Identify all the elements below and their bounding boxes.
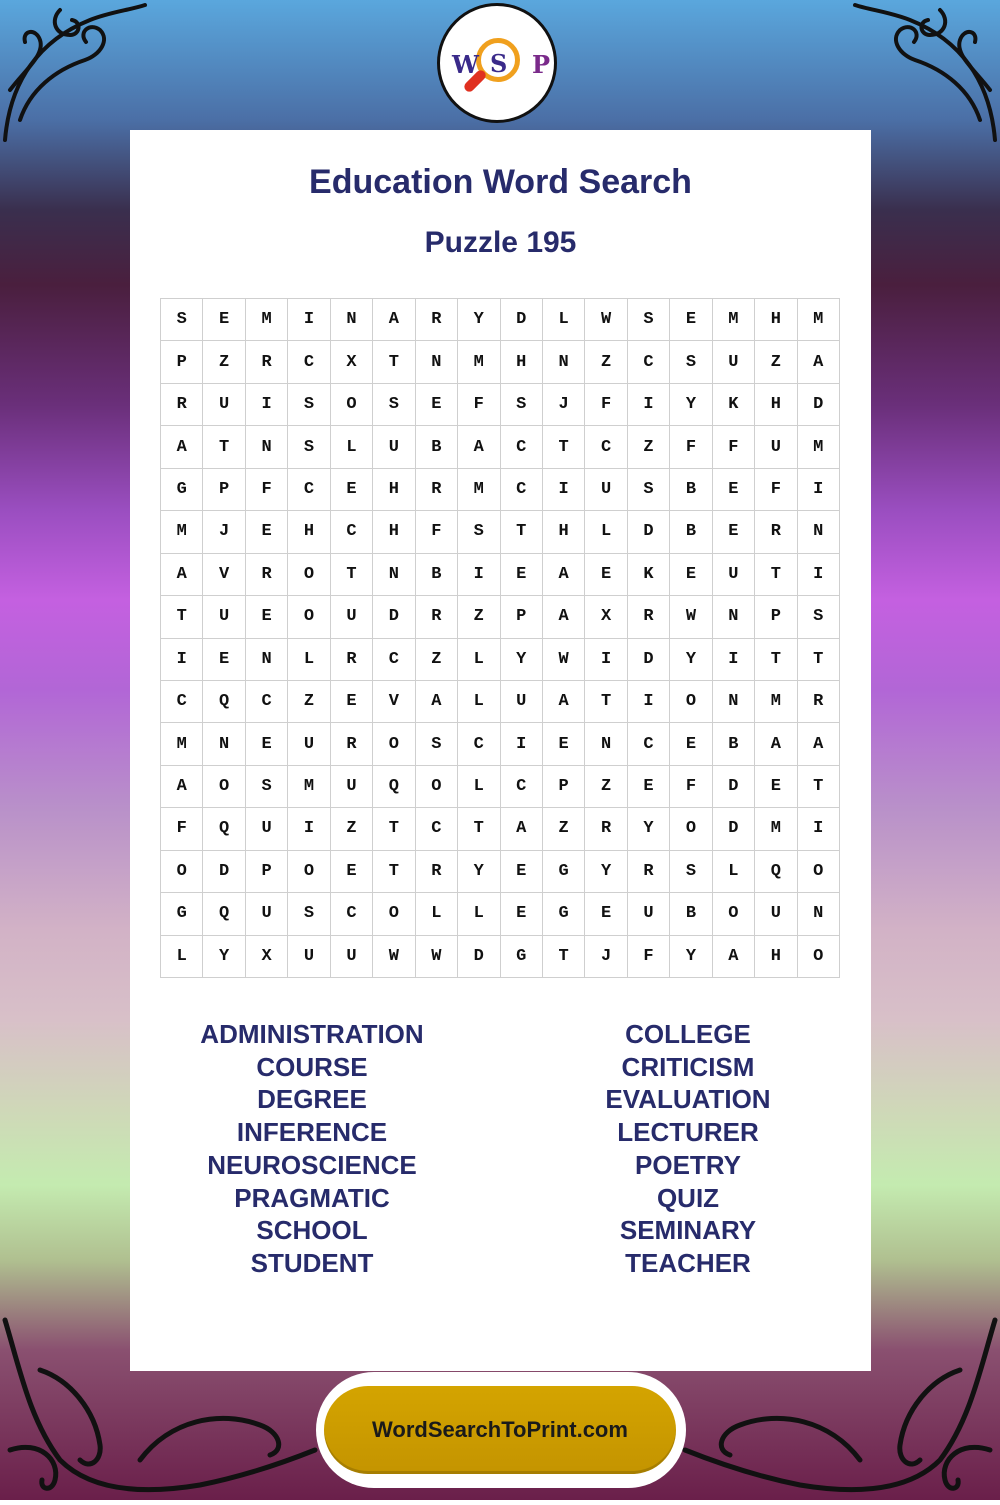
grid-cell: O <box>713 893 755 935</box>
grid-cell: U <box>755 426 797 468</box>
grid-cell: Z <box>331 808 373 850</box>
grid-cell: X <box>331 341 373 383</box>
grid-cell: C <box>331 893 373 935</box>
grid-cell: H <box>543 511 585 553</box>
grid-cell: M <box>755 808 797 850</box>
grid-cell: Z <box>543 808 585 850</box>
grid-cell: I <box>246 384 288 426</box>
grid-cell: D <box>713 766 755 808</box>
grid-cell: N <box>246 639 288 681</box>
grid-cell: N <box>331 299 373 341</box>
grid-cell: F <box>670 766 712 808</box>
grid-cell: I <box>798 469 840 511</box>
word-list-left <box>162 1018 462 1280</box>
grid-cell: R <box>755 511 797 553</box>
grid-cell: A <box>416 681 458 723</box>
grid-cell: R <box>416 596 458 638</box>
word-list-item: SEMINARY <box>619 1215 757 1246</box>
grid-cell: D <box>628 639 670 681</box>
grid-cell: G <box>543 851 585 893</box>
grid-cell: X <box>246 936 288 978</box>
grid-cell: X <box>585 596 627 638</box>
grid-cell: B <box>416 554 458 596</box>
grid-cell: U <box>713 341 755 383</box>
grid-cell: A <box>798 723 840 765</box>
word-list-right <box>538 1018 838 1280</box>
grid-cell: V <box>203 554 245 596</box>
grid-cell: T <box>373 341 415 383</box>
grid-cell: Q <box>203 808 245 850</box>
grid-cell: O <box>288 554 330 596</box>
grid-cell: C <box>161 681 203 723</box>
grid-cell: R <box>585 808 627 850</box>
grid-cell: E <box>331 851 373 893</box>
grid-cell: I <box>798 554 840 596</box>
grid-cell: D <box>501 299 543 341</box>
word-list-item: TEACHER <box>625 1247 751 1278</box>
grid-cell: P <box>161 341 203 383</box>
grid-cell: C <box>246 681 288 723</box>
grid-cell: L <box>458 766 500 808</box>
grid-cell: C <box>628 723 670 765</box>
grid-cell: F <box>755 469 797 511</box>
grid-cell: J <box>203 511 245 553</box>
grid-cell: V <box>373 681 415 723</box>
grid-cell: E <box>501 851 543 893</box>
grid-cell: E <box>713 511 755 553</box>
grid-cell: L <box>161 936 203 978</box>
grid-cell: Z <box>628 426 670 468</box>
puzzle-number: Puzzle 195 <box>424 226 577 259</box>
grid-cell: Y <box>670 936 712 978</box>
grid-cell: B <box>416 426 458 468</box>
grid-cell: A <box>373 299 415 341</box>
grid-cell: N <box>798 511 840 553</box>
grid-cell: O <box>373 893 415 935</box>
grid-cell: D <box>628 511 670 553</box>
grid-cell: R <box>798 681 840 723</box>
grid-cell: S <box>161 299 203 341</box>
grid-cell: E <box>585 554 627 596</box>
grid-cell: N <box>798 893 840 935</box>
grid-cell: D <box>203 851 245 893</box>
grid-cell: H <box>373 511 415 553</box>
grid-cell: F <box>670 426 712 468</box>
grid-cell: S <box>670 341 712 383</box>
grid-cell: O <box>670 681 712 723</box>
grid-cell: W <box>670 596 712 638</box>
grid-cell: T <box>585 681 627 723</box>
grid-cell: S <box>373 384 415 426</box>
grid-cell: H <box>373 469 415 511</box>
grid-cell: L <box>458 639 500 681</box>
grid-cell: W <box>416 936 458 978</box>
word-list-item: CRITICISM <box>621 1051 755 1082</box>
grid-cell: E <box>246 723 288 765</box>
grid-cell: A <box>458 426 500 468</box>
grid-cell: I <box>628 681 670 723</box>
grid-cell: D <box>798 384 840 426</box>
grid-cell: E <box>246 596 288 638</box>
grid-cell: G <box>161 469 203 511</box>
grid-cell: W <box>373 936 415 978</box>
grid-cell: I <box>543 469 585 511</box>
grid-cell: T <box>161 596 203 638</box>
grid-cell: P <box>203 469 245 511</box>
grid-cell: R <box>416 851 458 893</box>
grid-cell: T <box>798 639 840 681</box>
grid-cell: U <box>331 596 373 638</box>
grid-cell: H <box>755 384 797 426</box>
grid-cell: T <box>755 554 797 596</box>
grid-cell: C <box>585 426 627 468</box>
grid-cell: Z <box>203 341 245 383</box>
grid-cell: A <box>501 808 543 850</box>
grid-cell: Y <box>628 808 670 850</box>
grid-cell: B <box>713 723 755 765</box>
grid-cell: E <box>203 299 245 341</box>
grid-cell: K <box>713 384 755 426</box>
grid-cell: N <box>585 723 627 765</box>
grid-cell: I <box>161 639 203 681</box>
grid-cell: U <box>755 893 797 935</box>
grid-cell: Z <box>585 766 627 808</box>
grid-cell: U <box>331 936 373 978</box>
grid-cell: B <box>670 893 712 935</box>
grid-cell: M <box>798 426 840 468</box>
grid-cell: P <box>501 596 543 638</box>
grid-cell: R <box>331 639 373 681</box>
grid-cell: N <box>203 723 245 765</box>
grid-cell: U <box>585 469 627 511</box>
grid-cell: G <box>543 893 585 935</box>
grid-cell: O <box>161 851 203 893</box>
grid-cell: U <box>373 426 415 468</box>
grid-cell: S <box>288 384 330 426</box>
grid-cell: I <box>798 808 840 850</box>
grid-cell: R <box>246 341 288 383</box>
grid-cell: E <box>755 766 797 808</box>
corner-flourish-top-right <box>850 0 1000 150</box>
grid-cell: A <box>798 341 840 383</box>
grid-cell: T <box>755 639 797 681</box>
grid-cell: U <box>501 681 543 723</box>
grid-cell: Q <box>755 851 797 893</box>
grid-cell: Y <box>458 851 500 893</box>
grid-cell: U <box>203 384 245 426</box>
word-list-item: INFERENCE <box>236 1117 388 1148</box>
grid-cell: Q <box>203 681 245 723</box>
site-banner[interactable] <box>316 1372 686 1488</box>
grid-cell: G <box>161 893 203 935</box>
grid-cell: O <box>798 936 840 978</box>
grid-cell: U <box>331 766 373 808</box>
grid-cell: U <box>628 893 670 935</box>
grid-cell: E <box>246 511 288 553</box>
grid-cell: E <box>670 299 712 341</box>
grid-cell: C <box>288 341 330 383</box>
grid-cell: E <box>501 893 543 935</box>
grid-cell: O <box>670 808 712 850</box>
grid-cell: M <box>161 511 203 553</box>
grid-cell: S <box>246 766 288 808</box>
grid-cell: W <box>543 639 585 681</box>
word-list-item: ADMINISTRATION <box>200 1019 424 1049</box>
grid-cell: R <box>628 596 670 638</box>
grid-cell: Y <box>458 299 500 341</box>
grid-cell: O <box>288 851 330 893</box>
grid-cell: O <box>373 723 415 765</box>
grid-cell: C <box>501 469 543 511</box>
grid-cell: I <box>713 639 755 681</box>
grid-cell: U <box>288 936 330 978</box>
grid-cell: O <box>288 596 330 638</box>
grid-cell: O <box>203 766 245 808</box>
grid-cell: A <box>713 936 755 978</box>
grid-cell: F <box>713 426 755 468</box>
word-list-item: SCHOOL <box>256 1215 368 1246</box>
grid-cell: S <box>458 511 500 553</box>
word-list-item: NEUROSCIENCE <box>207 1149 417 1180</box>
grid-cell: E <box>203 639 245 681</box>
grid-cell: M <box>288 766 330 808</box>
grid-cell: T <box>458 808 500 850</box>
grid-cell: U <box>246 893 288 935</box>
grid-cell: Z <box>416 639 458 681</box>
grid-cell: D <box>373 596 415 638</box>
grid-cell: C <box>628 341 670 383</box>
grid-cell: M <box>755 681 797 723</box>
grid-cell: Y <box>501 639 543 681</box>
grid-cell: Y <box>670 639 712 681</box>
grid-cell: W <box>585 299 627 341</box>
grid-cell: A <box>543 681 585 723</box>
logo-letter-w: W <box>452 50 479 79</box>
grid-cell: T <box>501 511 543 553</box>
grid-cell: Z <box>755 341 797 383</box>
grid-cell: E <box>585 893 627 935</box>
grid-cell: N <box>543 341 585 383</box>
grid-cell: O <box>798 851 840 893</box>
page-title: Education Word Search <box>309 163 692 201</box>
word-list-item: PRAGMATIC <box>234 1182 390 1213</box>
grid-cell: C <box>331 511 373 553</box>
grid-cell: N <box>713 596 755 638</box>
grid-cell: B <box>670 469 712 511</box>
grid-cell: U <box>288 723 330 765</box>
grid-cell: S <box>798 596 840 638</box>
grid-cell: L <box>458 681 500 723</box>
letter-grid <box>160 298 840 978</box>
word-list-item: COURSE <box>256 1051 368 1082</box>
grid-cell: A <box>543 596 585 638</box>
grid-cell: M <box>161 723 203 765</box>
grid-cell: Y <box>203 936 245 978</box>
grid-cell: I <box>628 384 670 426</box>
grid-cell: A <box>543 554 585 596</box>
grid-cell: C <box>416 808 458 850</box>
grid-cell: R <box>331 723 373 765</box>
grid-cell: Z <box>585 341 627 383</box>
grid-cell: F <box>161 808 203 850</box>
grid-cell: I <box>501 723 543 765</box>
word-list-item: LECTURER <box>617 1117 759 1148</box>
grid-cell: R <box>161 384 203 426</box>
grid-cell: C <box>288 469 330 511</box>
grid-cell: E <box>670 554 712 596</box>
grid-cell: K <box>628 554 670 596</box>
corner-flourish-top-left <box>0 0 150 150</box>
grid-cell: T <box>373 808 415 850</box>
grid-cell: M <box>458 469 500 511</box>
grid-cell: P <box>543 766 585 808</box>
grid-cell: L <box>458 893 500 935</box>
grid-cell: Z <box>458 596 500 638</box>
grid-cell: L <box>543 299 585 341</box>
grid-cell: Q <box>203 893 245 935</box>
grid-cell: E <box>628 766 670 808</box>
grid-cell: U <box>713 554 755 596</box>
grid-cell: M <box>713 299 755 341</box>
grid-cell: E <box>501 554 543 596</box>
grid-cell: M <box>246 299 288 341</box>
grid-cell: U <box>246 808 288 850</box>
grid-cell: C <box>501 766 543 808</box>
grid-cell: R <box>246 554 288 596</box>
grid-cell: D <box>713 808 755 850</box>
grid-cell: R <box>628 851 670 893</box>
grid-cell: N <box>713 681 755 723</box>
word-list-item: STUDENT <box>250 1247 374 1278</box>
grid-cell: Y <box>670 384 712 426</box>
grid-cell: E <box>670 723 712 765</box>
grid-cell: A <box>755 723 797 765</box>
grid-cell: T <box>373 851 415 893</box>
grid-cell: S <box>670 851 712 893</box>
grid-cell: I <box>458 554 500 596</box>
grid-cell: F <box>246 469 288 511</box>
grid-cell: R <box>416 469 458 511</box>
grid-cell: E <box>543 723 585 765</box>
wsp-logo <box>437 3 557 123</box>
word-list-item: POETRY <box>635 1149 741 1180</box>
grid-cell: P <box>755 596 797 638</box>
grid-cell: L <box>331 426 373 468</box>
grid-cell: B <box>670 511 712 553</box>
grid-cell: F <box>628 936 670 978</box>
word-list-item: COLLEGE <box>625 1019 751 1049</box>
grid-cell: Y <box>585 851 627 893</box>
grid-cell: H <box>501 341 543 383</box>
grid-cell: J <box>543 384 585 426</box>
grid-cell: M <box>798 299 840 341</box>
grid-cell: R <box>416 299 458 341</box>
grid-cell: E <box>416 384 458 426</box>
grid-cell: O <box>331 384 373 426</box>
grid-cell: T <box>203 426 245 468</box>
grid-cell: L <box>288 639 330 681</box>
word-list-item: QUIZ <box>656 1182 720 1213</box>
grid-cell: T <box>798 766 840 808</box>
grid-cell: H <box>288 511 330 553</box>
grid-cell: E <box>331 681 373 723</box>
grid-cell: A <box>161 766 203 808</box>
grid-cell: F <box>585 384 627 426</box>
grid-cell: L <box>713 851 755 893</box>
grid-cell: O <box>416 766 458 808</box>
grid-cell: N <box>246 426 288 468</box>
site-url: WordSearchToPrint.com <box>372 1417 628 1442</box>
grid-cell: H <box>755 936 797 978</box>
grid-cell: S <box>628 469 670 511</box>
grid-cell: N <box>373 554 415 596</box>
grid-cell: C <box>458 723 500 765</box>
logo-letter-s: S <box>490 49 508 78</box>
grid-cell: T <box>543 936 585 978</box>
grid-cell: I <box>585 639 627 681</box>
grid-cell: E <box>713 469 755 511</box>
grid-cell: C <box>501 426 543 468</box>
grid-cell: U <box>203 596 245 638</box>
grid-cell: S <box>501 384 543 426</box>
grid-cell: M <box>458 341 500 383</box>
grid-cell: F <box>416 511 458 553</box>
grid-cell: H <box>755 299 797 341</box>
word-list-item: DEGREE <box>257 1084 367 1115</box>
grid-cell: D <box>458 936 500 978</box>
word-list-item: EVALUATION <box>605 1084 771 1115</box>
grid-cell: Q <box>373 766 415 808</box>
grid-cell: G <box>501 936 543 978</box>
grid-cell: S <box>416 723 458 765</box>
grid-cell: E <box>331 469 373 511</box>
grid-cell: C <box>373 639 415 681</box>
grid-cell: A <box>161 554 203 596</box>
logo-letter-p: P <box>532 50 551 79</box>
grid-cell: P <box>246 851 288 893</box>
puzzle-sheet <box>130 130 871 1371</box>
grid-cell: N <box>416 341 458 383</box>
grid-cell: A <box>161 426 203 468</box>
grid-cell: I <box>288 299 330 341</box>
grid-cell: Z <box>288 681 330 723</box>
grid-cell: S <box>288 893 330 935</box>
grid-cell: T <box>543 426 585 468</box>
grid-cell: S <box>628 299 670 341</box>
grid-cell: T <box>331 554 373 596</box>
grid-cell: I <box>288 808 330 850</box>
site-banner-pill <box>324 1386 676 1474</box>
grid-cell: L <box>585 511 627 553</box>
grid-cell: J <box>585 936 627 978</box>
grid-cell: F <box>458 384 500 426</box>
grid-cell: S <box>288 426 330 468</box>
grid-cell: L <box>416 893 458 935</box>
